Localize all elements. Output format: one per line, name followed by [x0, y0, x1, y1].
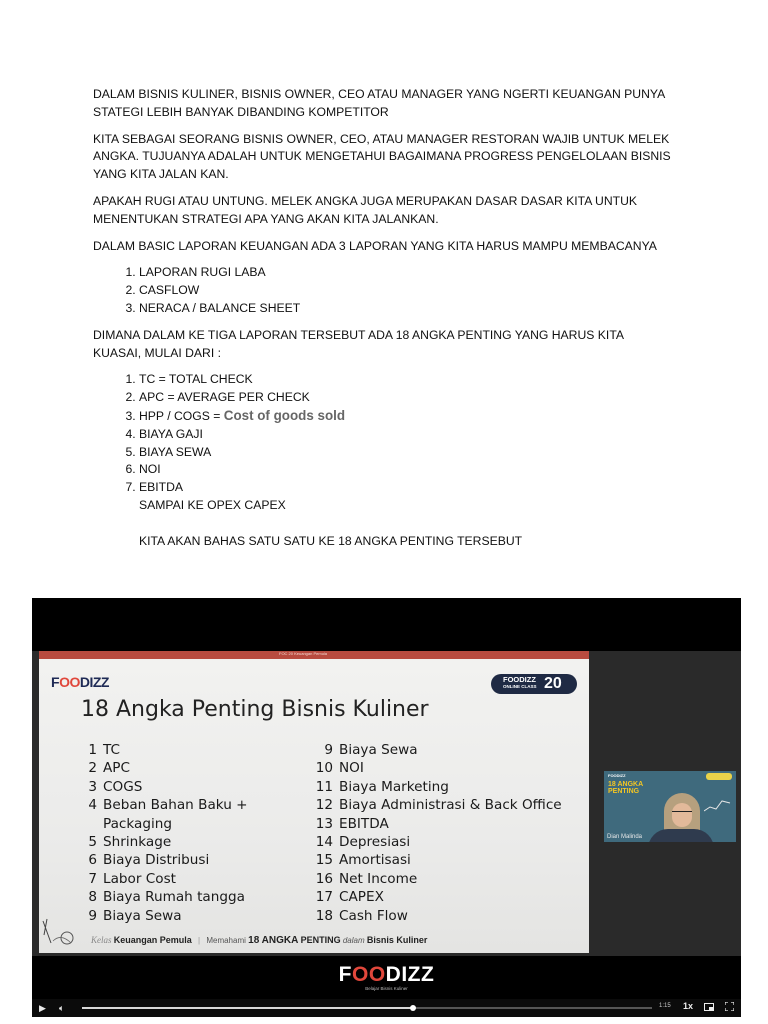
brand-tagline: Belajar Bisnis Kuliner [365, 986, 408, 991]
slide-list-item [85, 741, 305, 759]
paragraph: KITA SEBAGAI SEORANG BISNIS OWNER, CEO, ATAU MANAGER RESTORAN WAJIB UNTUK MELEK ANGKA. TUJUANYA ADALAH UNTUK MENGETAHUI BAGAIMANA PROGRESS PENGELOLAAN BISNIS YANG KITA JALAN KAN. [93, 131, 671, 182]
slide-item-text: NOI [339, 760, 364, 777]
slide-item-text: APC [103, 760, 130, 777]
slide-item-number: 5 [88, 834, 97, 851]
glasses-icon [672, 811, 692, 816]
pen-sketch-icon [41, 917, 77, 947]
paragraph: DIMANA DALAM KE TIGA LAPORAN TERSEBUT ADA 18 ANGKA PENTING YANG HARUS KITA KUASAI, MULAI DARI : [93, 327, 624, 360]
slide-item-number: 13 [315, 815, 333, 832]
slide-list-item [85, 778, 305, 796]
slide-item-text: TC [103, 742, 120, 758]
slide-item-number: 15 [315, 852, 333, 869]
slide-item-text: Cash Flow [339, 907, 408, 924]
seek-bar[interactable] [82, 1007, 652, 1009]
slide-item-number: 8 [88, 889, 97, 906]
slide-list-item [312, 759, 582, 777]
time-display: 1:15 [659, 1003, 671, 1009]
slide-item-number: 14 [315, 834, 333, 851]
slide-item-text: Shrinkage [103, 834, 172, 851]
slide-list-item [312, 833, 582, 851]
browser-tab-title: FOC 20 Keuangan Pemula [279, 651, 328, 656]
list-item [139, 407, 673, 426]
list-item: 3. NERACA / BALANCE SHEET [139, 300, 673, 318]
slide-list-item [85, 796, 305, 814]
presentation-slide [39, 659, 589, 953]
slide-item-text: Biaya Marketing [339, 778, 449, 795]
slide-item-number: 6 [88, 852, 97, 869]
slide-list-item [85, 851, 305, 869]
foodizz-brand [32, 964, 741, 992]
slide-list-item [312, 778, 582, 796]
slide-item-number: 2 [88, 760, 97, 777]
slide-item-text: Amortisasi [339, 852, 411, 869]
slide-list-item [312, 907, 582, 925]
paragraph: APAKAH RUGI ATAU UNTUNG. MELEK ANGKA JUGA MERUPAKAN DASAR DASAR KITA UNTUK MENENTUKAN STRATEGI APA YANG AKAN KITA JALANKAN. [93, 193, 638, 226]
slide-footer: Kelas Keuangan Pemula | Memahami 18 ANGKA PENTING dalam Bisnis Kuliner [91, 935, 428, 946]
volume-icon[interactable]: 🔈︎ [59, 1003, 65, 1013]
slide-item-text: Biaya Rumah tangga [103, 889, 245, 906]
cogs-definition: Cost of goods sold [223, 407, 346, 423]
slide-list-item [312, 870, 582, 888]
slide-item-text: Biaya Sewa [339, 742, 418, 758]
slide-list-item [312, 888, 582, 906]
slide-item-number: 9 [88, 907, 97, 924]
slide-item-text: Biaya Sewa [103, 907, 182, 924]
list-item: 1. TC = TOTAL CHECK [139, 371, 673, 389]
slide-list-item [85, 815, 305, 833]
slide-item-number: 3 [88, 778, 97, 795]
mini-logo: FOODIZZ [608, 773, 626, 778]
list-item: 2. CASFLOW [139, 282, 673, 300]
presenter-name: Dian Malinda [607, 834, 643, 840]
slide-item-number: 17 [315, 889, 333, 906]
slide-item-number: 9 [324, 742, 333, 758]
slide-item-text: Net Income [339, 870, 418, 887]
mini-title: 18 ANGKA PENTING [608, 781, 643, 795]
slide-title: 18 Angka Penting Bisnis Kuliner [81, 697, 429, 722]
list-item: 4. BIAYA GAJI [139, 426, 673, 444]
reports-list [93, 264, 673, 317]
mini-badge [706, 773, 732, 780]
presenter-body [648, 829, 714, 842]
video-frame [32, 651, 741, 956]
slide-list-left [85, 741, 305, 925]
slide-list-item [85, 888, 305, 906]
slide-list-item [312, 851, 582, 869]
slide-list-item [312, 796, 582, 814]
slide-list-item [312, 815, 582, 833]
slide-item-number: 11 [315, 778, 333, 795]
slide-item-text: EBITDA [339, 815, 389, 832]
paragraph: DALAM BASIC LAPORAN KEUANGAN ADA 3 LAPORAN YANG KITA HARUS MAMPU MEMBACANYA [93, 238, 657, 253]
numbers-list [93, 371, 673, 497]
online-class-badge: FOODIZZ ONLINE CLASS 20 [491, 674, 577, 694]
play-icon[interactable]: ▶ [39, 1003, 46, 1013]
slide-list-right [312, 741, 582, 925]
list-item: 2. APC = AVERAGE PER CHECK [139, 389, 673, 407]
presenter-webcam [604, 771, 736, 842]
slide-item-number: 12 [315, 797, 333, 814]
paragraph: DALAM BISNIS KULINER, BISNIS OWNER, CEO ATAU MANAGER YANG NGERTI KEUANGAN PUNYA STATEGI LEBIH BANYAK DIBANDING KOMPETITOR [93, 87, 665, 119]
pip-icon[interactable] [704, 1002, 714, 1014]
slide-item-number: 4 [88, 797, 97, 814]
seek-bar-progress [82, 1007, 413, 1009]
video-player[interactable] [32, 598, 741, 1017]
slide-item-text: Biaya Distribusi [103, 852, 210, 869]
slide-item-number: 7 [88, 870, 97, 887]
chart-icon [704, 795, 732, 815]
list-item: 5. BIAYA SEWA [139, 444, 673, 462]
slide-item-number: 1 [88, 742, 97, 758]
player-controls [32, 999, 741, 1017]
closing-text: KITA AKAN BAHAS SATU SATU KE 18 ANGKA PENTING TERSEBUT [139, 533, 523, 548]
continuation-text: SAMPAI KE OPEX CAPEX [139, 497, 286, 512]
slide-item-text: CAPEX [339, 889, 384, 906]
list-item: 1. LAPORAN RUGI LABA [139, 264, 673, 282]
slide-item-number: 10 [315, 760, 333, 777]
slide-list-item [312, 741, 582, 759]
slide-item-text: Beban Bahan Baku + [103, 797, 248, 814]
slide-item-number: 18 [315, 907, 333, 924]
foodizz-logo: FOODIZZ [51, 674, 109, 690]
playback-speed-button[interactable]: 1x [683, 1001, 694, 1011]
slide-item-number: 16 [315, 870, 333, 887]
slide-list-item [85, 759, 305, 777]
slide-item-text: Packaging [103, 815, 173, 832]
list-item-text: HPP / COGS = [139, 408, 224, 423]
slide-list-item [85, 870, 305, 888]
slide-item-text: Depresiasi [339, 834, 411, 851]
brand-name: FOODIZZ [338, 963, 435, 986]
browser-tab-bar [39, 651, 589, 659]
list-item: 7. EBITDA [139, 479, 673, 497]
list-item: 6. NOI [139, 461, 673, 479]
slide-list-item [85, 833, 305, 851]
fullscreen-icon[interactable] [725, 1002, 734, 1014]
slide-item-text: Biaya Administrasi & Back Office [339, 797, 562, 814]
slide-list-item [85, 907, 305, 925]
document-body [93, 86, 673, 551]
slide-item-text: COGS [103, 778, 143, 795]
seek-handle[interactable] [410, 1005, 416, 1011]
slide-item-text: Labor Cost [103, 870, 176, 887]
